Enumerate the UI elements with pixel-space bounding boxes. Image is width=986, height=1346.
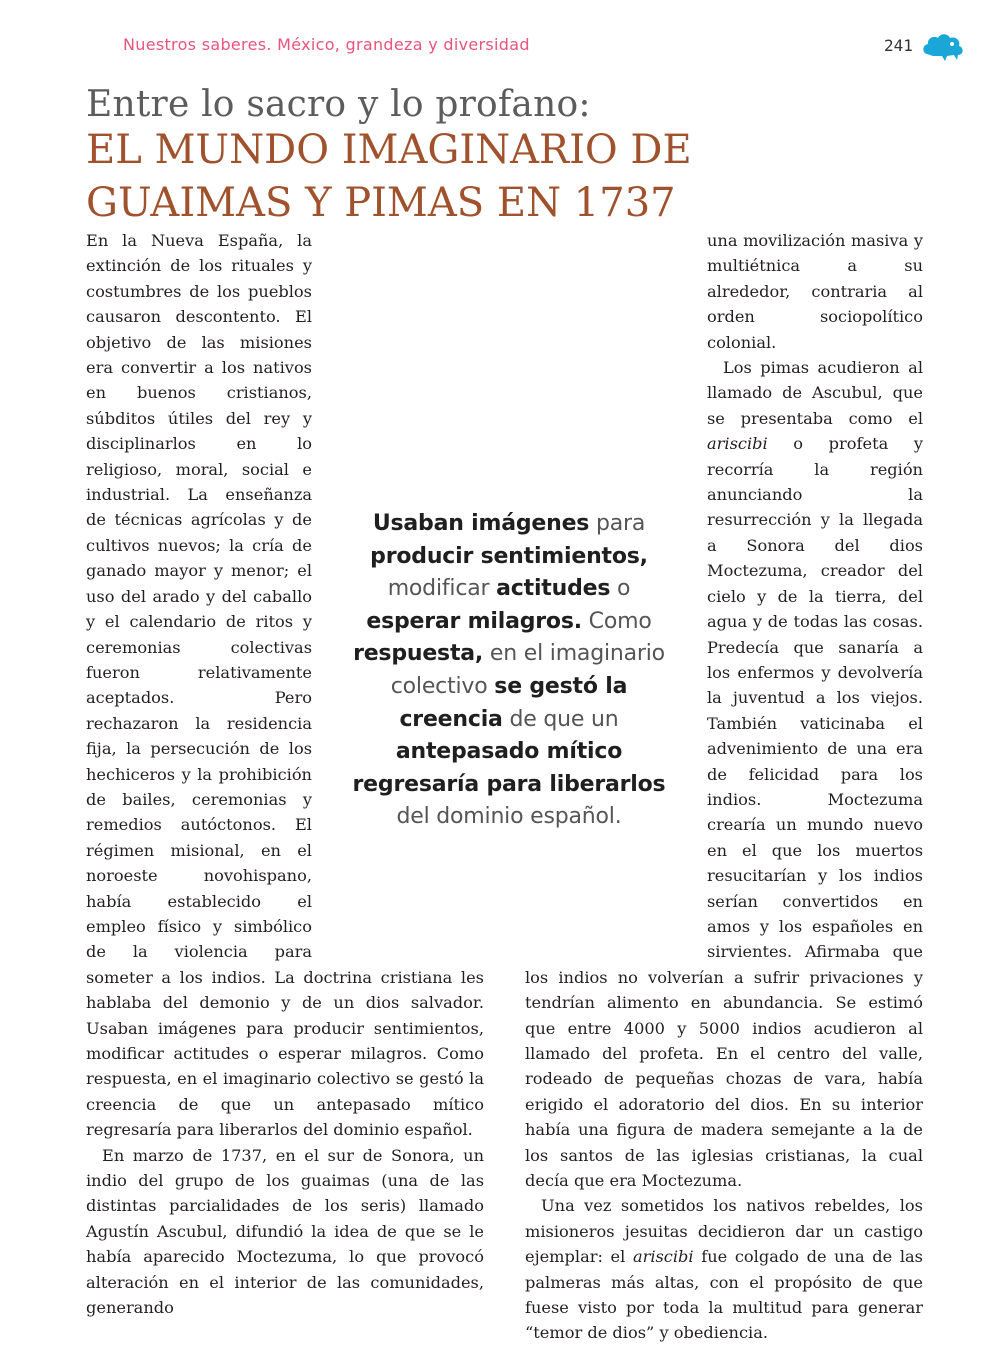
title-main	[86, 124, 692, 230]
title-line-3: GUAIMAS Y PIMAS EN 1737	[86, 180, 676, 226]
pull-quote: Usaban imágenes para producir sentimientos, modificar actitudes o esperar milagros. Como respuesta, en el imaginario colectivo se gestó la creencia de que un antepasado mítico regresaría para liberarlos del dominio español.	[352, 511, 666, 830]
paragraph-5: Una vez sometidos los nativos rebeldes, los misioneros jesuitas decidieron dar un castigo ejemplar: el ariscibi fue colgado de una de las palmeras más altas, con el propósito de que fuese visto por toda la multitud para generar “temor de dios” y obediencia.	[525, 1196, 923, 1343]
title-line-1: Entre lo sacro y lo profano:	[86, 84, 591, 125]
paragraph-3: una movilización masiva y multiétnica a su alrededor, contraria al orden sociopolítico colonial.	[707, 231, 923, 352]
paragraph-4: Los pimas acudieron al llamado de Ascubul, que se presentaba como el ariscibi o profeta y recorría la región anunciando la resurrección y la llegada a Sonora del dios Moctezuma, creador del cielo y de la tierra, del agua y de todas las cosas. Predecía que sanaría a los enfermos y devolvería la juventud a los viejos. También vaticinaba el advenimiento de una era de felicidad para los indios. Moctezuma crearía un mundo nuevo en el que los muertos resucitarían y los indios serían convertidos en amos y los españoles en sirvientes. Afirmaba que los indios no volverían a sufrir privaciones y tendrían alimento en abundancia. Se estimó que entre 4000 y 5000 indios acudieron al llamado del profeta. En el centro del valle, rodeado de pequeñas chozas de vara, había erigido el adoratorio del dios. En su interior había una figura de madera semejante a la de los santos de las iglesias cristianas, la cual decía que era Moctezuma.	[525, 358, 923, 1191]
running-header: Nuestros saberes. México, grandeza y diversidad	[123, 35, 530, 54]
paragraph-2: En marzo de 1737, en el sur de Sonora, un indio del grupo de los guaimas (una de las distintas parcialidades de los seris) llamado Agustín Ascubul, difundió la idea de que se le había aparecido Moctezuma, lo que provocó alteración en el interior de las comunidades, generando	[86, 1145, 484, 1318]
cloud-mascot-icon	[921, 30, 965, 64]
term-ariscibi: ariscibi	[632, 1247, 694, 1267]
title-line-2: EL MUNDO IMAGINARIO DE	[86, 127, 692, 173]
term-ariscibi: ariscibi	[707, 434, 768, 454]
paragraph-1: En la Nueva España, la extinción de los rituales y costumbres de los pueblos causaron descontento. El objetivo de las misiones era convertir a los nativos en buenos cristianos, súbditos útiles del rey y disciplinarlos en lo religioso, moral, social e industrial. La enseñanza de técnicas agrícolas y de cultivos nuevos; la cría de ganado mayor y menor; el uso del arado y del caballo y el calendario de ritos y ceremonias colectivas fueron relativamente aceptados. Pero rechazaron la residencia fija, la persecución de los hechiceros y la prohibición de bailes, ceremonias y remedios autóctonos. El régimen misional, en el noroeste novohispano, había establecido el empleo físico y simbólico de la violencia para someter a los indios. La doctrina cristiana les hablaba del demonio y de un dios salvador. Usaban imágenes para producir sentimientos, modificar actitudes o esperar milagros. Como respuesta, en el imaginario colectivo se gestó la creencia de que un antepasado mítico regresaría para liberarlos del dominio español.	[86, 231, 484, 1140]
page-number: 241	[884, 36, 913, 55]
